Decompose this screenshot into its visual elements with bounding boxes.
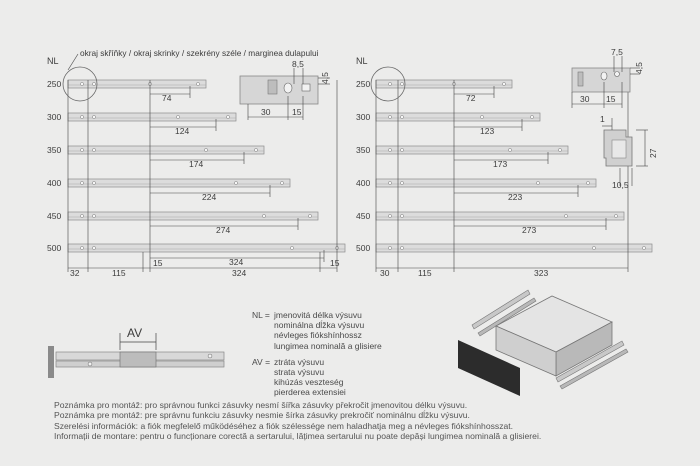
right_diagram-rail-hole [400,246,403,249]
note-cz: Poznámka pro montáž: pro správnou funkci zásuvky nesmí šířka zásuvky překročit jmenovitou délku výsuvu. [54,400,468,410]
legend-av-line-3: kihúzás veszteség [274,377,344,388]
left_diagram-dim-174: 174 [189,159,204,169]
drawer-illustration [458,290,628,396]
left_diagram-nl-500: 500 [47,243,62,253]
right_diagram-rail-hole [388,246,391,249]
legend-nl-line-4: lungimea nominală a glisiere [274,340,382,351]
right_diagram-rail-450 [376,212,624,220]
note-sk: Poznámka pre montáž: pre správnu funkciu zásuvky nesmie šírka zásuvky prekročiť nominálnu dĺžku výsuvu. [54,410,470,421]
legend-av-key: AV = [252,356,271,367]
assembly-notes [54,400,541,442]
left-dim-15-b: 15 [330,258,340,268]
left_diagram-rail-hole [80,214,83,217]
right_diagram-rail-hole [614,214,617,217]
right_diagram-nl-450: 450 [356,211,371,221]
left_diagram-nl-300: 300 [47,112,62,122]
legend-nl-line-1: jmenovitá délka výsuvu [274,310,362,320]
left-detail-dim-4-5: 4,5 [320,72,330,84]
left_diagram-rail-hole [234,181,237,184]
left_diagram-rail-hole [196,82,199,85]
left_diagram-rail-400 [68,179,290,187]
left_diagram-nl-350: 350 [47,145,62,155]
left_diagram-rail-hole [92,181,95,184]
left-detail-dim-15: 15 [292,107,302,117]
legend-av-line-1: ztráta výsuvu [274,356,325,367]
left_diagram-rail-hole [290,246,293,249]
legend-nl-key: NL = [252,310,270,320]
right_diagram-rail-hole [400,115,403,118]
left_diagram-dim-124: 124 [175,126,190,136]
note-ro: Informații de montare: pentru o funcționare corectă a sertarului, lățimea sertarului nu poate depăși lungimea nominală a glisierei. [54,431,542,442]
left_diagram-rail-hole [80,246,83,249]
nl-label-right: NL [356,56,368,66]
right_diagram-bottom-dim-115: 115 [418,268,432,278]
left_diagram-rail-hole [92,214,95,217]
left_diagram-rail-hole [254,148,257,151]
right_diagram-nl-400: 400 [356,178,371,188]
left_diagram-rail-hole [204,148,207,151]
left_diagram-rail-hole [80,115,83,118]
left_diagram-rail-hole [92,148,95,151]
right_diagram-rail-hole [388,214,391,217]
right_diagram-rail-hole [400,82,403,85]
left_diagram-dim-74: 74 [162,93,172,103]
left_diagram-bottom-dim-115: 115 [112,268,126,278]
legend-nl-line-3: névleges fiókshínhossz [274,330,362,341]
right_diagram-rail-500 [376,244,652,252]
av-label: AV [127,326,143,340]
left_diagram-rail-hole [176,115,179,118]
profile-dim-10-5: 10,5 [612,180,629,190]
left_diagram-rail-hole [308,214,311,217]
left_diagram-rail-hole [262,214,265,217]
left_diagram-rail-hole [92,82,95,85]
right_diagram-rail-hole [530,115,533,118]
right_diagram-rail-hole [480,115,483,118]
left_diagram-rail-500 [68,244,345,252]
right_diagram-rail-hole [642,246,645,249]
left_diagram-rail-hole [80,148,83,151]
left_diagram-rail-450 [68,212,318,220]
right_diagram-rail-hole [586,181,589,184]
left-detail-dim-8-5: 8,5 [292,59,304,69]
right_diagram-bottom-dim-323: 323 [534,268,549,278]
left_diagram-dim-274: 274 [216,225,231,235]
right_diagram-rail-hole [388,115,391,118]
profile-dim-1: 1 [600,114,605,124]
right_diagram-rail-hole [400,214,403,217]
cabinet-edge-label: okraj skříňky / okraj skrinky / szekrény széle / marginea dulapului [80,48,319,58]
right_diagram-dim-223: 223 [508,192,523,202]
right-detail-dim-30: 30 [580,94,590,104]
left-dim-15-a: 15 [153,258,163,268]
right_diagram-bottom-dim-30: 30 [380,268,390,278]
right_diagram-rail-hole [558,148,561,151]
right-detail-dim-15: 15 [606,94,616,104]
legend-av-line-4: pierderea extensiei [274,387,346,398]
left_diagram-rail-hole [80,82,83,85]
right_diagram-rail-hole [388,181,391,184]
left_diagram-rail-250 [68,80,206,88]
legend-nl-line-2: nominálna dĺžka výsuvu [274,320,365,331]
left_diagram-rail-hole [280,181,283,184]
right_diagram-rail-hole [592,246,595,249]
left_diagram-dim-224: 224 [202,192,217,202]
right_diagram-dim-273: 273 [522,225,537,235]
left_diagram-rail-hole [226,115,229,118]
rail-profile-section [602,118,648,186]
right_diagram-nl-350: 350 [356,145,371,155]
legend-block [252,310,382,398]
right_diagram-nl-250: 250 [356,79,371,89]
left_diagram-nl-250: 250 [47,79,62,89]
right_diagram-rail-hole [388,82,391,85]
right-rail-diagram [356,79,652,278]
profile-dim-27: 27 [648,148,658,158]
left_diagram-bottom-dim-32: 32 [70,268,80,278]
left-mounting-detail [240,68,330,120]
left_diagram-bottom-dim-324: 324 [232,268,247,278]
right_diagram-rail-hole [502,82,505,85]
right_diagram-rail-hole [564,214,567,217]
right_diagram-rail-hole [536,181,539,184]
right_diagram-rail-hole [400,181,403,184]
left_diagram-dim-324: 324 [229,257,244,267]
left_diagram-rail-hole [92,115,95,118]
left_diagram-nl-450: 450 [47,211,62,221]
legend-av-line-2: strata výsuvu [274,367,325,378]
right-detail-dim-4-5: 4,5 [634,62,644,74]
right_diagram-nl-500: 500 [356,243,371,253]
right_diagram-nl-300: 300 [356,112,371,122]
left-detail-dim-30: 30 [261,107,271,117]
right_diagram-rail-350 [376,146,568,154]
nl-label-left: NL [47,56,59,66]
right_diagram-rail-400 [376,179,596,187]
left_diagram-nl-400: 400 [47,178,62,188]
right_diagram-dim-123: 123 [480,126,495,136]
right_diagram-rail-250 [376,80,512,88]
right_diagram-dim-72: 72 [466,93,476,103]
right_diagram-dim-173: 173 [493,159,508,169]
left_diagram-rail-hole [92,246,95,249]
right_diagram-rail-hole [400,148,403,151]
right_diagram-rail-hole [388,148,391,151]
left_diagram-rail-350 [68,146,264,154]
right_diagram-rail-hole [508,148,511,151]
left_diagram-rail-hole [80,181,83,184]
note-hu: Szerelési információk: a fiók megfelelő működéséhez a fiók szélessége nem haladhatja meg a névleges fiókshínhosszat. [54,420,514,431]
right-detail-dim-7-5: 7,5 [611,47,623,57]
